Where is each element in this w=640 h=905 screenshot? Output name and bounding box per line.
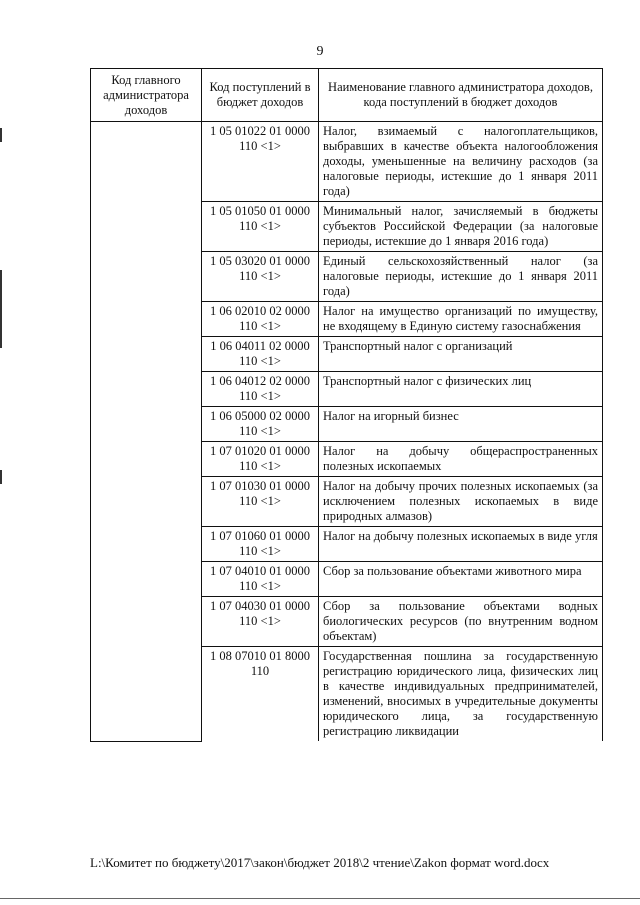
revenue-code-cell: 1 06 02010 02 0000 110 <1> xyxy=(202,302,319,337)
revenue-name-cell: Налог, взимаемый с налогоплательщиков, выбравших в качестве объекта налогообложения доходы, уменьшенные на величину расходов (за налоговые периоды, истекшие до 1 января 2011 года) xyxy=(319,122,603,202)
table-row xyxy=(91,122,603,202)
revenue-name-cell: Налог на добычу общераспространенных полезных ископаемых xyxy=(319,442,603,477)
footer-file-path: L:\Комитет по бюджету\2017\закон\бюджет 2018\2 чтение\Zakon формат word.docx xyxy=(90,855,550,870)
left-margin-mark xyxy=(0,470,2,484)
revenue-name-cell: Сбор за пользование объектами животного мира xyxy=(319,562,603,597)
revenue-name-cell: Государственная пошлина за государственную регистрацию юридического лица, физических лиц в качестве индивидуальных предпринимателей, изменений, вносимых в учредительные документы юридического лица, за государственную регистрацию ликвидации xyxy=(319,647,603,742)
revenue-code-cell: 1 08 07010 01 8000 110 xyxy=(202,647,319,742)
revenue-code-cell: 1 07 01060 01 0000 110 <1> xyxy=(202,527,319,562)
revenue-name-cell: Минимальный налог, зачисляемый в бюджеты субъектов Российской Федерации (за налоговые периоды, истекшие до 1 января 2016 года) xyxy=(319,202,603,252)
revenue-name-cell: Налог на игорный бизнес xyxy=(319,407,603,442)
revenue-name-cell: Единый сельскохозяйственный налог (за налоговые периоды, истекшие до 1 января 2011 года) xyxy=(319,252,603,302)
revenue-code-cell: 1 07 04030 01 0000 110 <1> xyxy=(202,597,319,647)
revenue-codes-table xyxy=(90,68,603,742)
left-margin-mark xyxy=(0,128,2,142)
revenue-name-cell: Транспортный налог с физических лиц xyxy=(319,372,603,407)
header-revenue-code: Код поступлений в бюджет доходов xyxy=(202,69,319,122)
revenue-code-cell: 1 05 01022 01 0000 110 <1> xyxy=(202,122,319,202)
revenue-code-cell: 1 06 04011 02 0000 110 <1> xyxy=(202,337,319,372)
revenue-name-cell: Сбор за пользование объектами водных биологических ресурсов (по внутренним водном объектам) xyxy=(319,597,603,647)
header-admin-code: Код главного администратора доходов xyxy=(91,69,202,122)
page-number: 9 xyxy=(316,44,324,59)
revenue-code-cell: 1 05 03020 01 0000 110 <1> xyxy=(202,252,319,302)
revenue-code-cell: 1 07 04010 01 0000 110 <1> xyxy=(202,562,319,597)
revenue-code-cell: 1 05 01050 01 0000 110 <1> xyxy=(202,202,319,252)
table-header-row xyxy=(91,69,603,122)
revenue-code-cell: 1 07 01020 01 0000 110 <1> xyxy=(202,442,319,477)
admin-code-cell xyxy=(91,122,202,742)
revenue-code-cell: 1 07 01030 01 0000 110 <1> xyxy=(202,477,319,527)
revenue-name-cell: Налог на имущество организаций по имуществу, не входящему в Единую систему газоснабжения xyxy=(319,302,603,337)
revenue-code-cell: 1 06 05000 02 0000 110 <1> xyxy=(202,407,319,442)
revenue-code-cell: 1 06 04012 02 0000 110 <1> xyxy=(202,372,319,407)
left-margin-mark xyxy=(0,270,2,348)
revenue-name-cell: Налог на добычу прочих полезных ископаемых (за исключением полезных ископаемых в виде природных алмазов) xyxy=(319,477,603,527)
revenue-name-cell: Налог на добычу полезных ископаемых в виде угля xyxy=(319,527,603,562)
revenue-name-cell: Транспортный налог с организаций xyxy=(319,337,603,372)
header-name: Наименование главного администратора доходов, кода поступлений в бюджет доходов xyxy=(319,69,603,122)
footer-divider xyxy=(0,898,640,899)
